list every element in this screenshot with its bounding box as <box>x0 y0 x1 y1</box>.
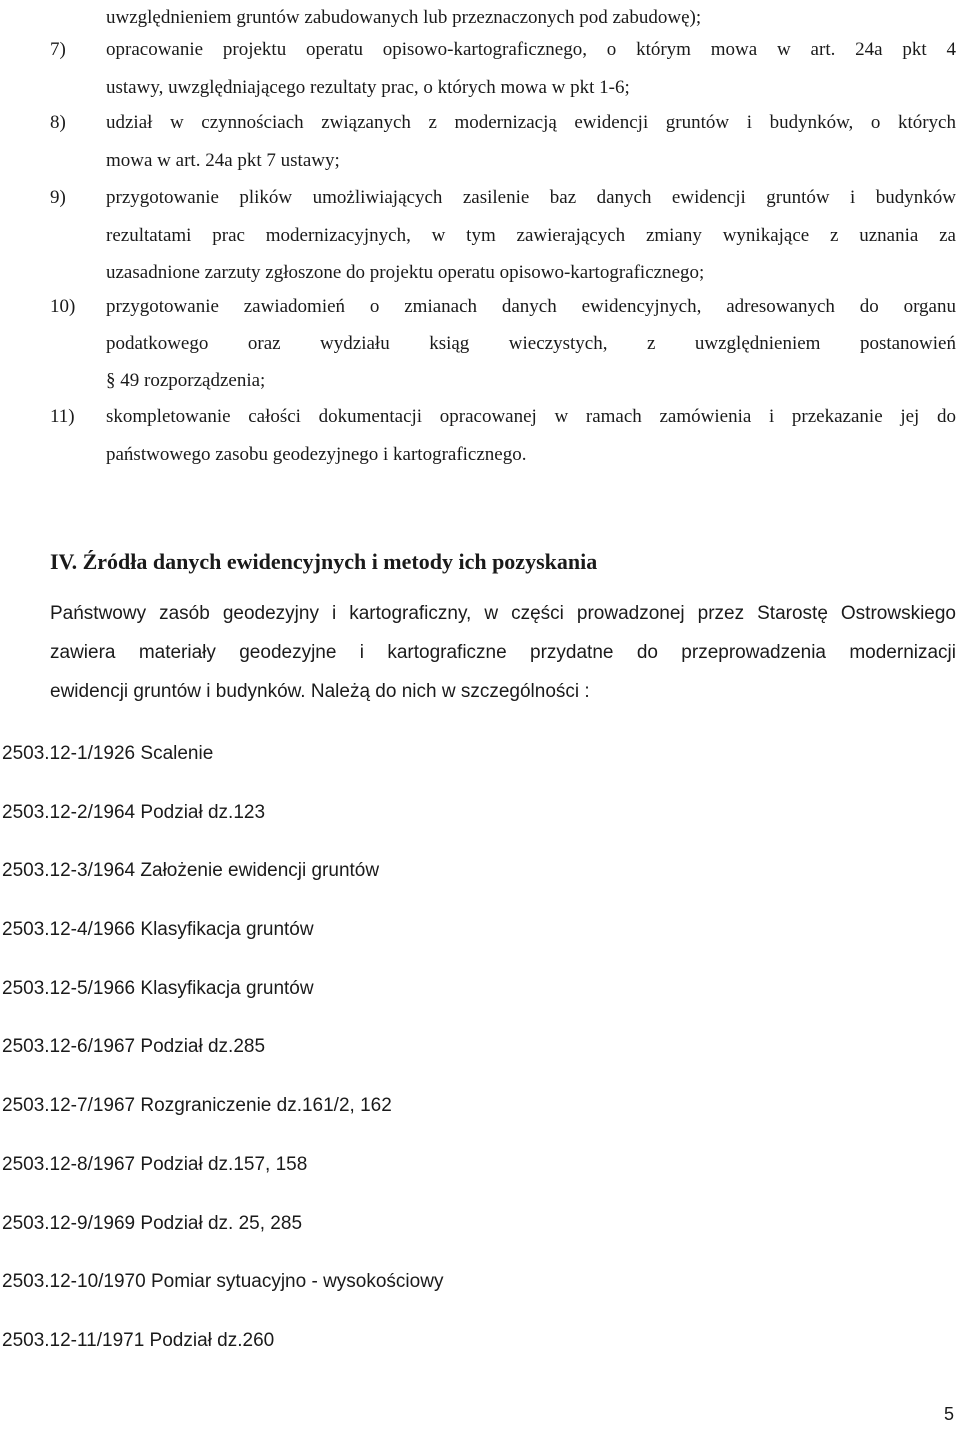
list-item-line: państwowego zasobu geodezyjnego i kartograficznego. <box>106 444 527 465</box>
page-number: 5 <box>944 1404 955 1424</box>
list-item-line: przygotowanie zawiadomień o zmianach danych ewidencyjnych, adresowanych do organu <box>106 296 956 317</box>
list-item-number: 7) <box>50 39 66 60</box>
document-item: 2503.12-11/1971 Podział dz.260 <box>2 1329 275 1351</box>
paragraph-line: zawiera materiały geodezyjne i kartograficzne przydatne do przeprowadzenia modernizacji <box>50 642 956 663</box>
list-item-line: uwzględnieniem gruntów zabudowanych lub przeznaczonych pod zabudowę); <box>106 7 702 28</box>
list-item-number: 9) <box>50 187 66 208</box>
document-item: 2503.12-4/1966 Klasyfikacja gruntów <box>2 919 314 941</box>
document-list <box>2 734 443 1380</box>
document-item: 2503.12-6/1967 Podział dz.285 <box>2 1036 266 1058</box>
section-paragraph <box>50 594 956 711</box>
list-item-line: skompletowanie całości dokumentacji opracowanej w ramach zamówienia i przekazanie jej do <box>106 406 956 427</box>
list-item-number: 8) <box>50 112 66 133</box>
document-item: 2503.12-2/1964 Podział dz.123 <box>2 801 266 823</box>
document-item: 2503.12-3/1964 Założenie ewidencji gruntów <box>2 860 380 882</box>
document-item: 2503.12-1/1926 Scalenie <box>2 743 214 764</box>
list-item-line: rezultatami prac modernizacyjnych, w tym zawierających zmiany wynikające z uznania za <box>106 225 956 246</box>
document-item: 2503.12-8/1967 Podział dz.157, 158 <box>2 1153 308 1175</box>
list-item-line: przygotowanie plików umożliwiających zasilenie baz danych ewidencji gruntów i budynków <box>106 187 956 208</box>
section-heading: IV. Źródła danych ewidencyjnych i metody ich pozyskania <box>50 549 598 574</box>
paragraph-line: Państwowy zasób geodezyjny i kartograficzny, w części prowadzonej przez Starostę Ostrowskiego <box>50 603 956 624</box>
document-item: 2503.12-5/1966 Klasyfikacja gruntów <box>2 977 314 999</box>
list-item-line: opracowanie projektu operatu opisowo-kartograficznego, o którym mowa w art. 24a pkt 4 <box>106 39 956 60</box>
list-item-line: podatkowego oraz wydziału ksiąg wieczystych, z uwzględnieniem postanowień <box>106 333 956 354</box>
document-item: 2503.12-7/1967 Rozgraniczenie dz.161/2, 162 <box>2 1095 392 1117</box>
list-item-line: udział w czynnościach związanych z modernizacją ewidencji gruntów i budynków, o których <box>106 112 956 133</box>
list-item-number: 11) <box>50 406 75 427</box>
list-item-line: § 49 rozporządzenia; <box>106 370 266 391</box>
list-item-line: uzasadnione zarzuty zgłoszone do projektu operatu opisowo-kartograficznego; <box>106 262 705 283</box>
list-item-number: 10) <box>50 296 76 317</box>
list-item-line: mowa w art. 24a pkt 7 ustawy; <box>106 150 340 171</box>
list-item-line: ustawy, uwzględniającego rezultaty prac, o których mowa w pkt 1-6; <box>106 77 630 98</box>
document-item: 2503.12-10/1970 Pomiar sytuacyjno - wysokościowy <box>2 1271 444 1293</box>
paragraph-line: ewidencji gruntów i budynków. Należą do nich w szczególności : <box>50 681 590 702</box>
document-item: 2503.12-9/1969 Podział dz. 25, 285 <box>2 1212 303 1234</box>
